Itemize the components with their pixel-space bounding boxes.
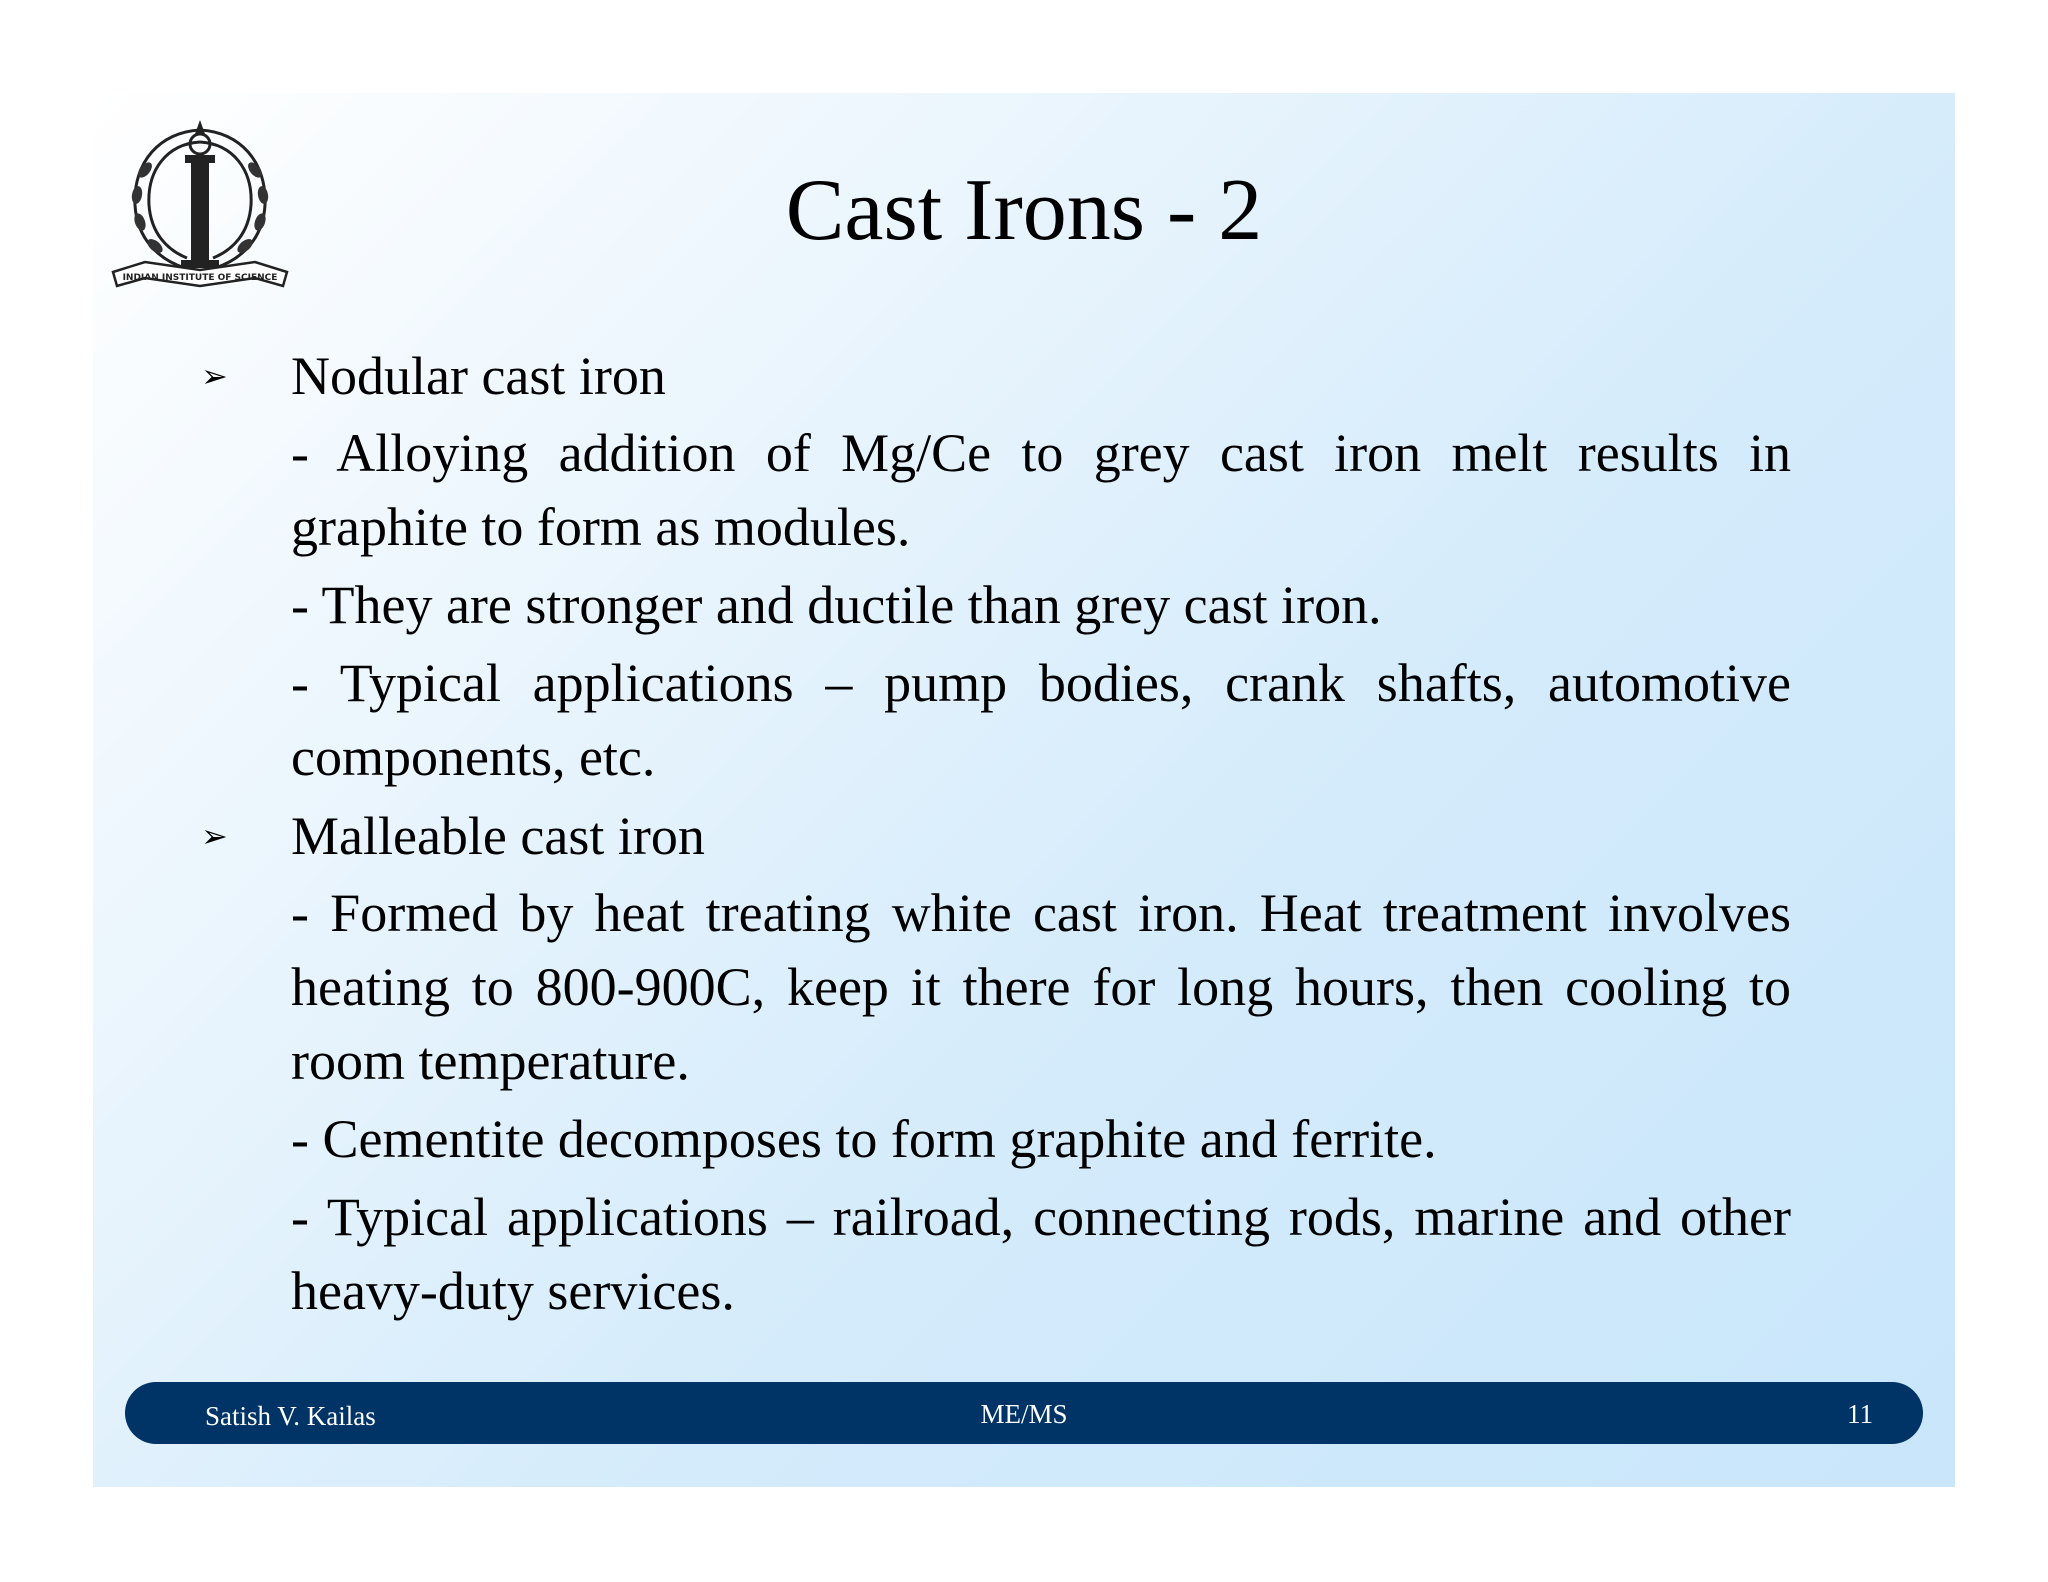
- bullet-paragraph: - Typical applications – railroad, connecting rods, marine and other heavy-duty services.: [291, 1187, 1791, 1321]
- slide-content: [201, 338, 1791, 1332]
- bullet-paragraph: - Formed by heat treating white cast iron. Heat treatment involves heating to 800-900C, keep it there for long hours, then cooling to room temperature.: [291, 883, 1791, 1091]
- slide-title: Cast Irons - 2: [785, 162, 1263, 259]
- footer-page-number: 11: [1847, 1399, 1873, 1429]
- bullet-paragraph: - Alloying addition of Mg/Ce to grey cast iron melt results in graphite to form as modules.: [291, 423, 1791, 557]
- slide-footer-bar: [125, 1382, 1923, 1444]
- bullet-arrow-icon: ➢: [201, 817, 228, 855]
- bullet-paragraph: - Typical applications – pump bodies, crank shafts, automotive components, etc.: [291, 653, 1791, 787]
- slide: [93, 93, 1955, 1487]
- bullet-paragraph: - Cementite decomposes to form graphite and ferrite.: [291, 1109, 1437, 1169]
- footer-author: Satish V. Kailas: [205, 1401, 376, 1431]
- bullet-heading: Nodular cast iron: [291, 346, 666, 406]
- bullet-paragraph: - They are stronger and ductile than grey cast iron.: [291, 575, 1382, 635]
- bullet-nodular-cast-iron: [201, 338, 1791, 794]
- logo-ribbon-text: INDIAN INSTITUTE OF SCIENCE: [122, 273, 278, 283]
- bullet-malleable-cast-iron: [201, 798, 1791, 1328]
- bullet-heading: Malleable cast iron: [291, 806, 705, 866]
- bullet-arrow-icon: ➢: [201, 357, 228, 395]
- footer-course: ME/MS: [980, 1399, 1068, 1429]
